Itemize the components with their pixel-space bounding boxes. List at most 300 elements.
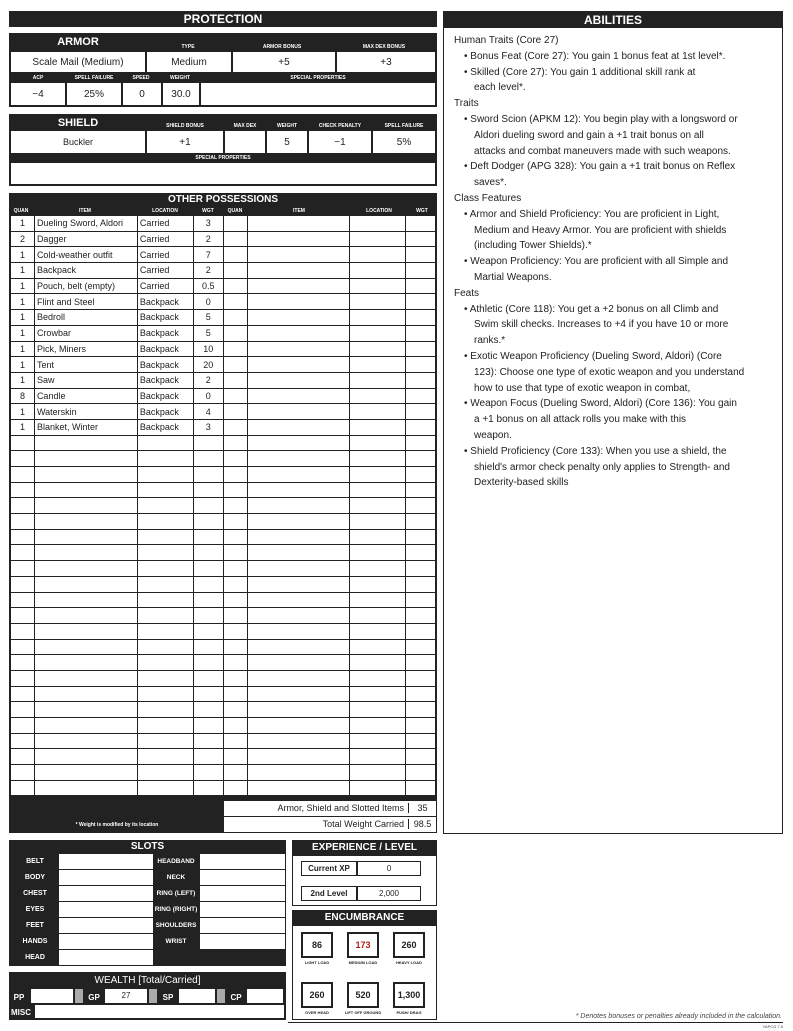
item-q-right[interactable] — [223, 482, 247, 498]
slot-field-hands[interactable] — [59, 934, 153, 949]
item-w-right[interactable] — [406, 263, 436, 279]
item-q-left[interactable]: 1 — [11, 372, 35, 388]
slot-field-body[interactable] — [59, 870, 153, 885]
item-q-left[interactable]: 1 — [11, 357, 35, 373]
item-w-right[interactable] — [406, 419, 436, 435]
item-w-left[interactable] — [193, 639, 223, 655]
item-loc-right[interactable] — [350, 216, 406, 232]
item-loc-right[interactable] — [350, 263, 406, 279]
item-item-left[interactable]: Tent — [34, 357, 137, 373]
item-loc-right[interactable] — [350, 419, 406, 435]
item-q-right[interactable] — [223, 216, 247, 232]
item-loc-left[interactable] — [137, 514, 193, 530]
item-w-left[interactable]: 20 — [193, 357, 223, 373]
gp-carried[interactable] — [149, 989, 157, 1003]
item-loc-right[interactable] — [350, 686, 406, 702]
item-q-right[interactable] — [223, 576, 247, 592]
armor-bonus[interactable]: +5 — [232, 51, 336, 73]
slot-field-chest[interactable] — [59, 886, 153, 901]
item-item-left[interactable] — [34, 733, 137, 749]
item-item-left[interactable]: Flint and Steel — [34, 294, 137, 310]
item-item-right[interactable] — [247, 702, 350, 718]
item-w-left[interactable]: 2 — [193, 231, 223, 247]
item-item-left[interactable]: Pouch, belt (empty) — [34, 278, 137, 294]
item-q-left[interactable] — [11, 498, 35, 514]
item-w-right[interactable] — [406, 372, 436, 388]
item-w-right[interactable] — [406, 780, 436, 796]
item-item-right[interactable] — [247, 372, 350, 388]
item-loc-right[interactable] — [350, 733, 406, 749]
slot-field-ring-right-[interactable] — [200, 902, 285, 917]
item-w-left[interactable]: 7 — [193, 247, 223, 263]
item-q-right[interactable] — [223, 718, 247, 734]
item-q-right[interactable] — [223, 780, 247, 796]
item-loc-left[interactable] — [137, 655, 193, 671]
item-loc-right[interactable] — [350, 294, 406, 310]
item-w-right[interactable] — [406, 216, 436, 232]
item-w-right[interactable] — [406, 670, 436, 686]
item-w-right[interactable] — [406, 357, 436, 373]
item-item-left[interactable] — [34, 529, 137, 545]
item-loc-right[interactable] — [350, 451, 406, 467]
item-item-left[interactable]: Dueling Sword, Aldori — [34, 216, 137, 232]
armor-total-value[interactable]: 35 — [408, 803, 436, 813]
sp-field[interactable] — [179, 989, 215, 1003]
item-item-right[interactable] — [247, 451, 350, 467]
item-loc-left[interactable] — [137, 545, 193, 561]
item-q-right[interactable] — [223, 388, 247, 404]
current-xp[interactable]: 0 — [357, 861, 421, 876]
item-w-left[interactable] — [193, 576, 223, 592]
item-loc-right[interactable] — [350, 623, 406, 639]
item-item-left[interactable] — [34, 576, 137, 592]
item-q-right[interactable] — [223, 325, 247, 341]
item-item-left[interactable] — [34, 435, 137, 451]
item-q-left[interactable] — [11, 702, 35, 718]
item-w-right[interactable] — [406, 765, 436, 781]
item-q-right[interactable] — [223, 765, 247, 781]
item-item-left[interactable]: Dagger — [34, 231, 137, 247]
item-q-right[interactable] — [223, 419, 247, 435]
gp-field[interactable]: 27 — [105, 989, 147, 1003]
item-item-left[interactable] — [34, 686, 137, 702]
item-item-left[interactable]: Waterskin — [34, 404, 137, 420]
item-loc-left[interactable] — [137, 765, 193, 781]
item-loc-left[interactable]: Backpack — [137, 341, 193, 357]
item-loc-left[interactable]: Backpack — [137, 372, 193, 388]
item-item-right[interactable] — [247, 718, 350, 734]
item-item-left[interactable] — [34, 765, 137, 781]
slot-field-neck[interactable] — [200, 870, 285, 885]
item-item-right[interactable] — [247, 576, 350, 592]
item-item-left[interactable] — [34, 702, 137, 718]
item-w-right[interactable] — [406, 655, 436, 671]
item-loc-left[interactable] — [137, 482, 193, 498]
item-loc-right[interactable] — [350, 404, 406, 420]
item-loc-left[interactable]: Carried — [137, 247, 193, 263]
item-q-left[interactable] — [11, 686, 35, 702]
item-item-right[interactable] — [247, 263, 350, 279]
item-q-right[interactable] — [223, 545, 247, 561]
item-loc-right[interactable] — [350, 670, 406, 686]
item-q-left[interactable] — [11, 514, 35, 530]
item-q-right[interactable] — [223, 435, 247, 451]
item-w-left[interactable] — [193, 451, 223, 467]
item-item-right[interactable] — [247, 592, 350, 608]
item-loc-right[interactable] — [350, 592, 406, 608]
item-loc-right[interactable] — [350, 231, 406, 247]
item-item-left[interactable] — [34, 749, 137, 765]
item-item-right[interactable] — [247, 419, 350, 435]
item-loc-left[interactable]: Carried — [137, 231, 193, 247]
item-w-right[interactable] — [406, 404, 436, 420]
item-q-left[interactable] — [11, 608, 35, 624]
item-loc-left[interactable] — [137, 780, 193, 796]
item-loc-right[interactable] — [350, 561, 406, 577]
item-q-left[interactable] — [11, 670, 35, 686]
item-q-right[interactable] — [223, 247, 247, 263]
item-item-left[interactable]: Candle — [34, 388, 137, 404]
slot-field-shoulders[interactable] — [200, 918, 285, 933]
item-item-right[interactable] — [247, 482, 350, 498]
item-q-right[interactable] — [223, 529, 247, 545]
item-q-right[interactable] — [223, 372, 247, 388]
item-w-right[interactable] — [406, 341, 436, 357]
item-w-right[interactable] — [406, 545, 436, 561]
item-q-right[interactable] — [223, 451, 247, 467]
item-item-right[interactable] — [247, 294, 350, 310]
item-q-left[interactable] — [11, 545, 35, 561]
item-loc-left[interactable]: Backpack — [137, 419, 193, 435]
item-loc-right[interactable] — [350, 718, 406, 734]
item-item-left[interactable] — [34, 545, 137, 561]
item-loc-right[interactable] — [350, 341, 406, 357]
item-loc-right[interactable] — [350, 702, 406, 718]
item-q-left[interactable]: 1 — [11, 247, 35, 263]
item-q-left[interactable]: 8 — [11, 388, 35, 404]
sp-carried[interactable] — [217, 989, 225, 1003]
item-loc-right[interactable] — [350, 467, 406, 483]
item-item-left[interactable]: Crowbar — [34, 325, 137, 341]
item-loc-left[interactable]: Carried — [137, 216, 193, 232]
item-item-right[interactable] — [247, 749, 350, 765]
item-item-right[interactable] — [247, 655, 350, 671]
item-w-right[interactable] — [406, 686, 436, 702]
item-item-right[interactable] — [247, 231, 350, 247]
item-loc-left[interactable] — [137, 608, 193, 624]
item-w-left[interactable] — [193, 561, 223, 577]
item-w-right[interactable] — [406, 325, 436, 341]
item-item-left[interactable] — [34, 592, 137, 608]
item-loc-right[interactable] — [350, 608, 406, 624]
item-loc-right[interactable] — [350, 655, 406, 671]
item-loc-right[interactable] — [350, 357, 406, 373]
item-loc-left[interactable]: Backpack — [137, 310, 193, 326]
item-q-left[interactable] — [11, 780, 35, 796]
item-loc-left[interactable]: Backpack — [137, 357, 193, 373]
item-item-right[interactable] — [247, 608, 350, 624]
item-w-left[interactable] — [193, 435, 223, 451]
item-q-left[interactable] — [11, 482, 35, 498]
item-loc-left[interactable] — [137, 639, 193, 655]
item-item-right[interactable] — [247, 686, 350, 702]
item-w-right[interactable] — [406, 733, 436, 749]
item-q-right[interactable] — [223, 357, 247, 373]
item-q-right[interactable] — [223, 592, 247, 608]
armor-spell[interactable]: 25% — [66, 82, 122, 106]
item-loc-right[interactable] — [350, 482, 406, 498]
item-w-left[interactable] — [193, 686, 223, 702]
item-loc-left[interactable] — [137, 435, 193, 451]
item-item-right[interactable] — [247, 670, 350, 686]
item-item-right[interactable] — [247, 561, 350, 577]
item-item-right[interactable] — [247, 514, 350, 530]
item-w-left[interactable]: 10 — [193, 341, 223, 357]
item-q-right[interactable] — [223, 733, 247, 749]
item-w-left[interactable]: 0.5 — [193, 278, 223, 294]
item-q-left[interactable] — [11, 451, 35, 467]
item-item-right[interactable] — [247, 388, 350, 404]
item-w-right[interactable] — [406, 639, 436, 655]
item-q-right[interactable] — [223, 561, 247, 577]
armor-weight[interactable]: 30.0 — [162, 82, 200, 106]
item-item-right[interactable] — [247, 639, 350, 655]
item-loc-left[interactable] — [137, 702, 193, 718]
item-w-right[interactable] — [406, 623, 436, 639]
item-q-left[interactable] — [11, 655, 35, 671]
item-q-right[interactable] — [223, 702, 247, 718]
item-loc-left[interactable] — [137, 718, 193, 734]
item-w-left[interactable] — [193, 765, 223, 781]
item-item-left[interactable]: Bedroll — [34, 310, 137, 326]
shield-bonus[interactable]: +1 — [146, 130, 224, 154]
item-q-left[interactable]: 1 — [11, 294, 35, 310]
item-item-right[interactable] — [247, 623, 350, 639]
item-item-left[interactable] — [34, 561, 137, 577]
slot-field-ring-left-[interactable] — [200, 886, 285, 901]
item-w-left[interactable] — [193, 608, 223, 624]
item-item-left[interactable] — [34, 451, 137, 467]
item-q-left[interactable] — [11, 749, 35, 765]
item-w-right[interactable] — [406, 702, 436, 718]
item-loc-right[interactable] — [350, 247, 406, 263]
item-q-left[interactable]: 1 — [11, 216, 35, 232]
item-w-right[interactable] — [406, 247, 436, 263]
item-w-right[interactable] — [406, 278, 436, 294]
slot-field-belt[interactable] — [59, 854, 153, 869]
item-item-left[interactable] — [34, 482, 137, 498]
item-item-left[interactable] — [34, 655, 137, 671]
item-loc-left[interactable] — [137, 467, 193, 483]
item-item-right[interactable] — [247, 247, 350, 263]
item-q-right[interactable] — [223, 623, 247, 639]
item-q-right[interactable] — [223, 498, 247, 514]
item-w-right[interactable] — [406, 310, 436, 326]
item-q-left[interactable]: 1 — [11, 419, 35, 435]
item-item-left[interactable] — [34, 498, 137, 514]
item-q-right[interactable] — [223, 278, 247, 294]
shield-name[interactable]: Buckler — [10, 130, 146, 154]
item-loc-left[interactable] — [137, 686, 193, 702]
item-loc-right[interactable] — [350, 310, 406, 326]
item-q-left[interactable]: 1 — [11, 341, 35, 357]
item-loc-right[interactable] — [350, 576, 406, 592]
item-w-right[interactable] — [406, 498, 436, 514]
item-item-left[interactable]: Saw — [34, 372, 137, 388]
item-loc-left[interactable]: Carried — [137, 263, 193, 279]
item-w-left[interactable] — [193, 718, 223, 734]
slot-field-headband[interactable] — [200, 854, 285, 869]
armor-maxdex[interactable]: +3 — [336, 51, 436, 73]
item-q-right[interactable] — [223, 231, 247, 247]
item-w-left[interactable] — [193, 655, 223, 671]
item-q-left[interactable] — [11, 765, 35, 781]
item-item-left[interactable] — [34, 670, 137, 686]
item-w-left[interactable] — [193, 592, 223, 608]
item-item-right[interactable] — [247, 310, 350, 326]
item-loc-left[interactable] — [137, 592, 193, 608]
item-loc-left[interactable] — [137, 670, 193, 686]
item-w-left[interactable] — [193, 670, 223, 686]
item-w-right[interactable] — [406, 608, 436, 624]
misc-field[interactable] — [35, 1005, 284, 1018]
item-q-left[interactable]: 1 — [11, 263, 35, 279]
item-item-right[interactable] — [247, 216, 350, 232]
slot-field-eyes[interactable] — [59, 902, 153, 917]
armor-special[interactable] — [200, 82, 436, 106]
item-item-left[interactable] — [34, 608, 137, 624]
item-loc-right[interactable] — [350, 325, 406, 341]
item-item-left[interactable] — [34, 623, 137, 639]
item-w-left[interactable] — [193, 623, 223, 639]
item-w-left[interactable]: 5 — [193, 310, 223, 326]
item-item-right[interactable] — [247, 435, 350, 451]
item-q-right[interactable] — [223, 670, 247, 686]
item-w-left[interactable]: 3 — [193, 419, 223, 435]
pp-field[interactable] — [31, 989, 73, 1003]
item-loc-left[interactable] — [137, 749, 193, 765]
item-item-right[interactable] — [247, 357, 350, 373]
item-q-right[interactable] — [223, 749, 247, 765]
item-loc-left[interactable]: Carried — [137, 278, 193, 294]
slot-field-feet[interactable] — [59, 918, 153, 933]
item-q-left[interactable]: 2 — [11, 231, 35, 247]
item-w-right[interactable] — [406, 592, 436, 608]
armor-acp[interactable]: −4 — [10, 82, 66, 106]
item-item-right[interactable] — [247, 545, 350, 561]
item-item-right[interactable] — [247, 765, 350, 781]
item-w-left[interactable]: 4 — [193, 404, 223, 420]
item-w-left[interactable] — [193, 529, 223, 545]
item-q-left[interactable] — [11, 576, 35, 592]
item-item-right[interactable] — [247, 278, 350, 294]
item-w-right[interactable] — [406, 514, 436, 530]
item-loc-left[interactable]: Backpack — [137, 388, 193, 404]
item-w-right[interactable] — [406, 294, 436, 310]
item-w-left[interactable] — [193, 733, 223, 749]
armor-speed[interactable]: 0 — [122, 82, 162, 106]
item-item-left[interactable]: Cold-weather outfit — [34, 247, 137, 263]
item-w-left[interactable] — [193, 780, 223, 796]
next-level-xp[interactable]: 2,000 — [357, 886, 421, 901]
armor-name[interactable]: Scale Mail (Medium) — [10, 51, 146, 73]
item-q-right[interactable] — [223, 467, 247, 483]
item-loc-right[interactable] — [350, 545, 406, 561]
item-loc-right[interactable] — [350, 749, 406, 765]
item-loc-left[interactable] — [137, 576, 193, 592]
item-w-left[interactable] — [193, 467, 223, 483]
item-item-right[interactable] — [247, 498, 350, 514]
item-loc-right[interactable] — [350, 765, 406, 781]
item-q-right[interactable] — [223, 341, 247, 357]
item-q-left[interactable] — [11, 467, 35, 483]
item-item-left[interactable] — [34, 780, 137, 796]
item-q-left[interactable] — [11, 623, 35, 639]
pp-carried[interactable] — [75, 989, 83, 1003]
item-q-left[interactable] — [11, 435, 35, 451]
item-q-left[interactable]: 1 — [11, 310, 35, 326]
item-loc-right[interactable] — [350, 529, 406, 545]
item-q-right[interactable] — [223, 655, 247, 671]
item-q-right[interactable] — [223, 686, 247, 702]
item-loc-left[interactable]: Backpack — [137, 404, 193, 420]
item-q-left[interactable] — [11, 718, 35, 734]
item-q-left[interactable] — [11, 733, 35, 749]
item-item-left[interactable] — [34, 718, 137, 734]
item-item-right[interactable] — [247, 529, 350, 545]
item-w-right[interactable] — [406, 576, 436, 592]
shield-special[interactable] — [10, 162, 436, 185]
item-loc-right[interactable] — [350, 372, 406, 388]
item-loc-left[interactable]: Backpack — [137, 325, 193, 341]
item-loc-left[interactable] — [137, 451, 193, 467]
shield-spell[interactable]: 5% — [372, 130, 436, 154]
item-item-left[interactable] — [34, 467, 137, 483]
item-loc-right[interactable] — [350, 388, 406, 404]
item-w-right[interactable] — [406, 482, 436, 498]
item-w-left[interactable] — [193, 498, 223, 514]
item-loc-left[interactable] — [137, 733, 193, 749]
item-q-right[interactable] — [223, 608, 247, 624]
item-item-right[interactable] — [247, 780, 350, 796]
item-item-right[interactable] — [247, 467, 350, 483]
item-w-left[interactable] — [193, 749, 223, 765]
item-w-right[interactable] — [406, 529, 436, 545]
item-q-right[interactable] — [223, 639, 247, 655]
item-loc-right[interactable] — [350, 435, 406, 451]
item-loc-left[interactable] — [137, 529, 193, 545]
item-q-left[interactable]: 1 — [11, 404, 35, 420]
item-w-right[interactable] — [406, 718, 436, 734]
item-w-left[interactable]: 5 — [193, 325, 223, 341]
shield-weight[interactable]: 5 — [266, 130, 308, 154]
item-q-right[interactable] — [223, 263, 247, 279]
item-loc-right[interactable] — [350, 780, 406, 796]
item-loc-left[interactable] — [137, 498, 193, 514]
item-item-right[interactable] — [247, 733, 350, 749]
item-q-left[interactable]: 1 — [11, 325, 35, 341]
item-item-left[interactable] — [34, 514, 137, 530]
item-w-left[interactable] — [193, 545, 223, 561]
item-w-left[interactable]: 2 — [193, 263, 223, 279]
slot-field-head[interactable] — [59, 950, 153, 965]
item-q-right[interactable] — [223, 514, 247, 530]
item-w-left[interactable]: 0 — [193, 388, 223, 404]
item-q-left[interactable] — [11, 639, 35, 655]
item-loc-left[interactable] — [137, 623, 193, 639]
item-w-left[interactable]: 0 — [193, 294, 223, 310]
item-q-right[interactable] — [223, 294, 247, 310]
